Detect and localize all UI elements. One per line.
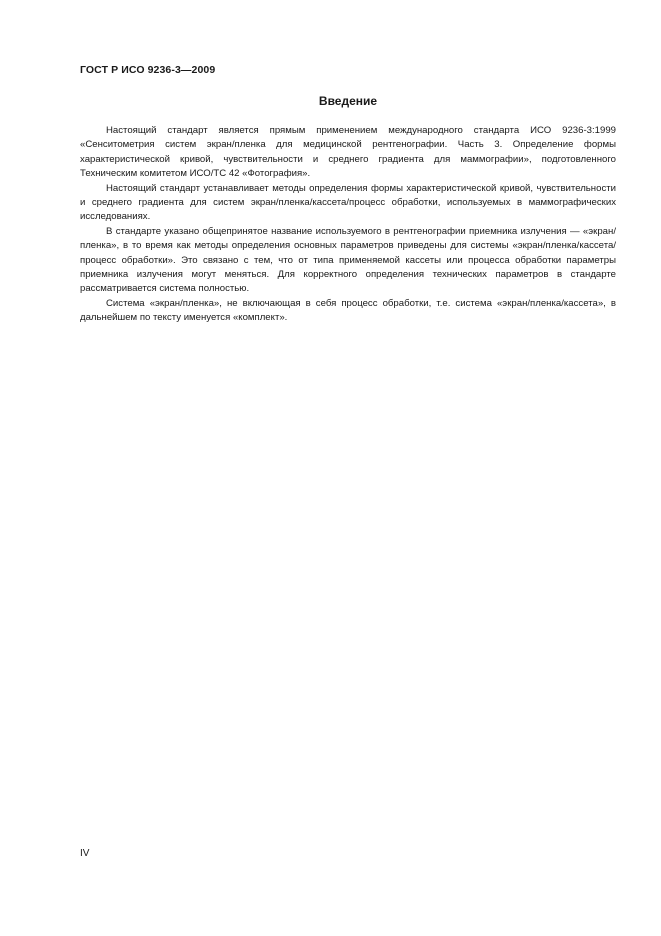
paragraph: Настоящий стандарт является прямым применением международного стандарта ИСО 9236-3:1999 «Сенситометрия систем экран/пленка для медицинской рентгенографии. Часть 3. Определение формы характеристической кривой, чувствительности и среднего градиента для маммографии», подготовленного Техническим комитетом ИСО/ТС 42 «Фотография». — [80, 125, 616, 180]
page-number: IV — [80, 848, 90, 859]
introduction-body — [80, 124, 616, 326]
paragraph: Настоящий стандарт устанавливает методы определения формы характеристической кривой, чувствительности и среднего градиента для систем экран/пленка/кассета/процесс обработки, используемых в маммографических исследованиях. — [80, 182, 616, 223]
paragraph: В стандарте указано общепринятое название используемого в рентгенографии приемника излучения — «экран/пленка», в то время как методы определения основных параметров приведены для системы «экран/пленка/кассета/процесс обработки». Это связано с тем, что от типа применяемой кассеты или процесса обработки параметры приемника излучения могут меняться. Для корректного определения технических параметров в стандарте рассматривается система полностью. — [80, 225, 616, 295]
section-title: Введение — [318, 94, 378, 108]
paragraph: Система «экран/пленка», не включающая в себя процесс обработки, т.е. система «экран/пленка/кассета», в дальнейшем по тексту именуется «комплект». — [80, 297, 616, 324]
standard-id-header: ГОСТ Р ИСО 9236-3—2009 — [80, 64, 216, 76]
